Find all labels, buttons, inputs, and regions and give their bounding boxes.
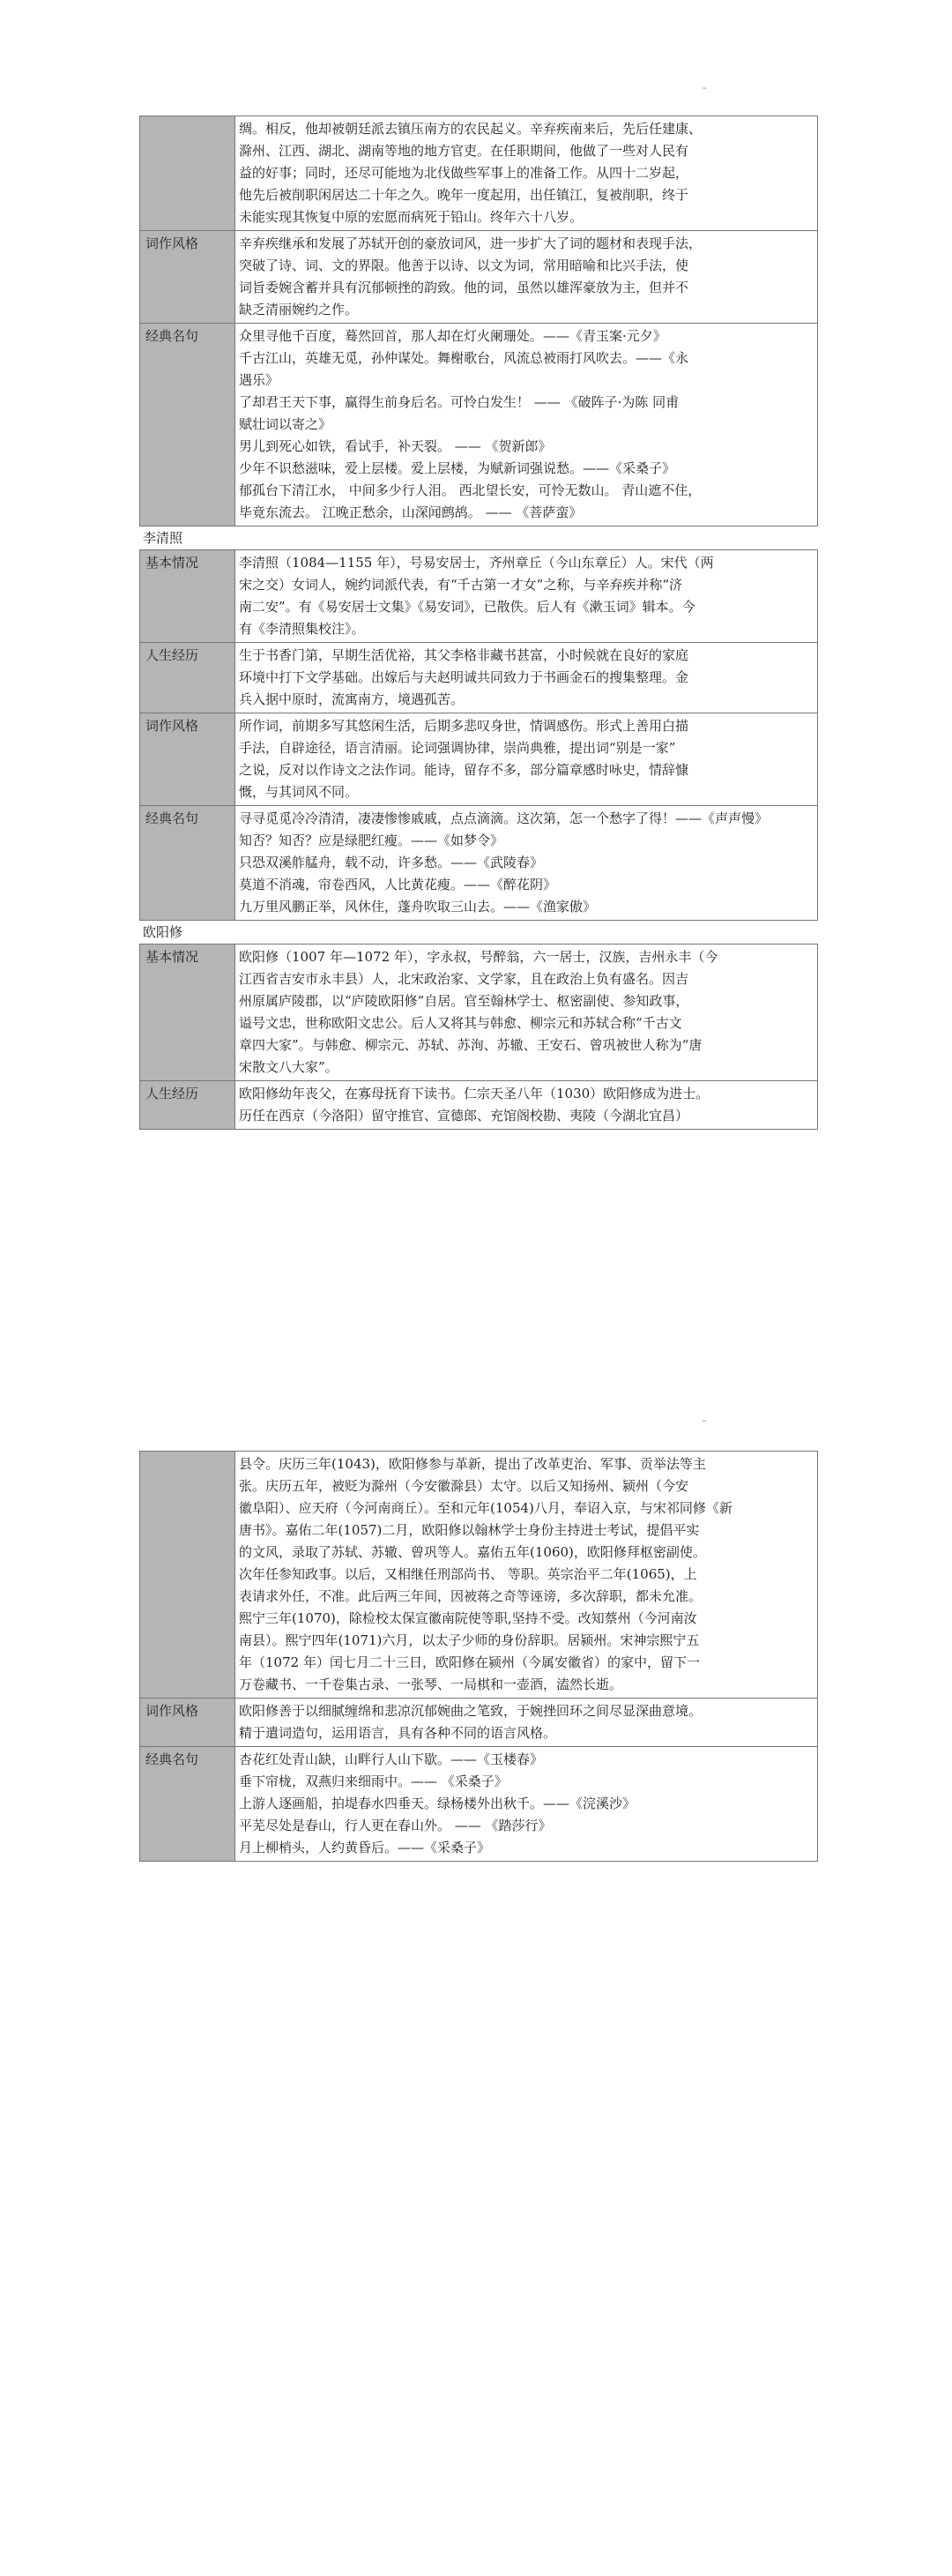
text-line: 南县）。熙宁四年(1071)六月，以太子少师的身份辞职。居颍州。宋神宗熙宁五	[239, 1632, 700, 1648]
row-content	[235, 806, 818, 921]
text-line: 张。庆历五年，被贬为滁州（今安徽滁县）太守。以后又知扬州、颍州（今安	[239, 1478, 689, 1494]
text-line: 毕竟东流去。 江晚正愁余，山深闻鹧鸪。 —— 《菩萨蛮》	[239, 504, 583, 520]
text-line: 月上柳梢头，人约黄昏后。——《采桑子》	[239, 1840, 491, 1855]
text-line: 少年不识愁滋味，爱上层楼。爱上层楼，为赋新词强说愁。——《采桑子》	[239, 460, 676, 476]
row-label	[140, 116, 235, 231]
text-line: 李清照（1084—1155 年），号易安居士，齐州章丘（今山东章丘）人。宋代（两	[239, 555, 714, 571]
section-title-li-qingzhao: 李清照	[143, 530, 183, 546]
row-label: 经典名句	[140, 806, 235, 921]
text-line: 杏花红处青山缺，山畔行人山下歇。——《玉楼春》	[239, 1751, 544, 1767]
text-line: 欧阳修幼年丧父，在寡母抚育下读书。仁宗天圣八年（1030）欧阳修成为进士。	[239, 1086, 710, 1101]
text-line: 千古江山，英雄无觅，孙仲谋处。舞榭歌台，风流总被雨打风吹去。——《永	[239, 350, 689, 366]
ouyang-xiu-table-continued	[139, 1451, 818, 1862]
text-line: 欧阳修善于以细腻缠绵和悲凉沉郁婉曲之笔致，于婉挫回环之间尽显深曲意境。	[239, 1703, 703, 1719]
text-line: 赋壮词以寄之》	[239, 416, 332, 432]
row-content	[235, 231, 818, 324]
ouyang-xiu-table	[139, 944, 818, 1130]
row-content	[235, 713, 818, 806]
text-line: 知否？知否？应是绿肥红瘦。——《如梦令》	[239, 833, 504, 848]
row-content	[235, 1452, 818, 1699]
li-qingzhao-row	[140, 643, 818, 713]
ouyang-xiu-cont-row	[140, 1452, 818, 1699]
ouyang-xiu-cont-row	[140, 1747, 818, 1862]
text-line: 唐书》。嘉佑二年(1057)二月，欧阳修以翰林学士身份主持进士考试，提倡平实	[239, 1522, 700, 1538]
ouyang-xiu-row	[140, 945, 818, 1081]
li-qingzhao-row	[140, 713, 818, 806]
text-line: 年（1072 年）闰七月二十三日，欧阳修在颍州（今属安徽省）的家中，留下一	[239, 1654, 700, 1670]
text-line: 益的好事；同时，还尽可能地为北伐做些军事上的准备工作。从四十二岁起，	[239, 165, 689, 181]
xin-qiji-row	[140, 116, 818, 231]
text-line: 南二安”。有《易安居士文集》《易安词》，已散佚。后人有《漱玉词》辑本。今	[239, 599, 695, 615]
text-line: 缺乏清丽婉约之作。	[239, 302, 359, 317]
row-content	[235, 945, 818, 1081]
text-line: 徽阜阳）、应天府（今河南商丘）。至和元年(1054)八月，奉诏入京，与宋祁同修《新	[239, 1500, 733, 1516]
text-line: 兵入据中原时，流寓南方，境遇孤苦。	[239, 691, 465, 707]
text-line: 环境中打下文学基础。出嫁后与夫赵明诚共同致力于书画金石的搜集整理。金	[239, 669, 689, 685]
xin-qiji-row	[140, 324, 818, 526]
li-qingzhao-row	[140, 550, 818, 643]
text-line: 谥号文忠，世称欧阳文忠公。后人又将其与韩愈、柳宗元和苏轼合称“千古文	[239, 1015, 682, 1031]
row-label: 基本情况	[140, 945, 235, 1081]
row-label: 词作风格	[140, 1699, 235, 1747]
text-line: 万卷藏书、一千卷集古录、一张琴、一局棋和一壶酒，溘然长逝。	[239, 1676, 623, 1692]
row-content	[235, 643, 818, 713]
text-line: 江西省吉安市永丰县）人，北宋政治家、文学家，且在政治上负有盛名。因吉	[239, 971, 689, 987]
text-line: 滁州、江西、湖北、湖南等地的地方官吏。在任职期间，他做了一些对人民有	[239, 143, 689, 159]
text-line: 郁孤台下清江水， 中间多少行人泪。 西北望长安，可怜无数山。 青山遮不住，	[239, 482, 702, 498]
text-line: 辛弃疾继承和发展了苏轼开创的豪放词风，进一步扩大了词的题材和表现手法，	[239, 235, 703, 251]
text-line: 词旨委婉含蓄并具有沉郁顿挫的韵致。他的词，虽然以雄浑豪放为主，但并不	[239, 280, 689, 295]
row-label: 经典名句	[140, 324, 235, 526]
text-line: 垂下帘栊，双燕归来细雨中。—— 《采桑子》	[239, 1773, 508, 1789]
text-line: 众里寻他千百度，蓦然回首，那人却在灯火阑珊处。——《青玉案·元夕》	[239, 328, 666, 344]
text-line: 只恐双溪舴艋舟，载不动，许多愁。——《武陵春》	[239, 855, 544, 870]
page-mark-mid	[703, 1420, 706, 1422]
text-line: 宋之交）女词人，婉约词派代表，有“千古第一才女”之称，与辛弃疾并称“济	[239, 577, 683, 593]
text-line: 绸。相反，他却被朝廷派去镇压南方的农民起义。辛弃疾南来后，先后任建康、	[239, 121, 703, 137]
row-content	[235, 1081, 818, 1130]
text-line: 未能实现其恢复中原的宏愿而病死于铅山。终年六十八岁。	[239, 209, 584, 225]
section-title-ouyang-xiu: 欧阳修	[143, 924, 183, 940]
row-label: 人生经历	[140, 1081, 235, 1130]
text-line: 遇乐》	[239, 372, 279, 388]
row-content	[235, 116, 818, 231]
text-line: 了却君王天下事，赢得生前身后名。可怜白发生！ —— 《破阵子·为陈 同甫	[239, 394, 680, 410]
row-label: 基本情况	[140, 550, 235, 643]
text-line: 欧阳修（1007 年—1072 年），字永叔，号醉翁，六一居士，汉族，吉州永丰（今	[239, 949, 718, 965]
row-label: 经典名句	[140, 1747, 235, 1862]
text-line: 表请求外任，不准。此后两三年间，因被蒋之奇等诬谤，多次辞职，都未允准。	[239, 1588, 703, 1604]
page-1	[139, 116, 818, 1130]
page-mark-top	[703, 87, 706, 89]
text-line: 县令。庆历三年(1043)，欧阳修参与革新，提出了改革吏治、军事、贡举法等主	[239, 1456, 706, 1472]
row-label: 词作风格	[140, 231, 235, 324]
row-label	[140, 1452, 235, 1699]
ouyang-xiu-row	[140, 1081, 818, 1130]
xin-qiji-table	[139, 116, 818, 526]
text-line: 州原属庐陵郡，以“庐陵欧阳修”自居。官至翰林学士、枢密副使、参知政事，	[239, 993, 689, 1009]
xin-qiji-row	[140, 231, 818, 324]
text-line: 上游人逐画船，拍堤春水四垂天。绿杨楼外出秋千。——《浣溪沙》	[239, 1796, 636, 1811]
text-line: 章四大家”。与韩愈、柳宗元、苏轼、苏洵、苏辙、王安石、曾巩被世人称为“唐	[239, 1037, 703, 1053]
row-label: 词作风格	[140, 713, 235, 806]
text-line: 精于遣词造句，运用语言，具有各种不同的语言风格。	[239, 1725, 557, 1741]
text-line: 的文风，录取了苏轼、苏辙、曾巩等人。嘉佑五年(1060)，欧阳修拜枢密副使。	[239, 1544, 706, 1560]
text-line: 突破了诗、词、文的界限。他善于以诗、以文为词，常用暗喻和比兴手法，使	[239, 258, 689, 273]
text-line: 宋散文八大家”。	[239, 1059, 338, 1075]
text-line: 生于书香门第，早期生活优裕，其父李格非藏书甚富，小时候就在良好的家庭	[239, 647, 689, 663]
text-line: 他先后被削职闲居达二十年之久。晚年一度起用，出任镇江，复被削职，终于	[239, 187, 689, 203]
text-line: 九万里风鹏正举，风休住，蓬舟吹取三山去。——《渔家傲》	[239, 899, 597, 915]
page-2	[139, 1451, 818, 1862]
row-content	[235, 324, 818, 526]
text-line: 男儿到死心如铁，看试手，补天裂。 —— 《贺新郎》	[239, 438, 552, 454]
text-line: 熙宁三年(1070)，除检校太保宣徽南院使等职,坚持不受。改知蔡州（今河南汝	[239, 1610, 697, 1626]
li-qingzhao-table	[139, 549, 818, 921]
text-line: 历任在西京（今洛阳）留守推官、宣德郎、充馆阁校勘、夷陵（今湖北宜昌）	[239, 1108, 689, 1124]
text-line: 之说，反对以作诗文之法作词。能诗，留存不多，部分篇章感时咏史，情辞慷	[239, 762, 689, 778]
text-line: 莫道不消魂，帘卷西风，人比黄花瘦。——《醉花阴》	[239, 877, 557, 892]
text-line: 平芜尽处是春山，行人更在春山外。 —— 《踏莎行》	[239, 1818, 552, 1833]
ouyang-xiu-cont-row	[140, 1699, 818, 1747]
row-content	[235, 550, 818, 643]
text-line: 有《李清照集校注》。	[239, 621, 365, 637]
text-line: 所作词，前期多写其悠闲生活，后期多悲叹身世，情调感伤。形式上善用白描	[239, 718, 689, 734]
row-label: 人生经历	[140, 643, 235, 713]
text-line: 慨，与其词风不同。	[239, 784, 359, 800]
text-line: 寻寻觅觅冷冷清清，凄凄惨惨戚戚，点点滴滴。这次第，怎一个愁字了得！——《声声慢》	[239, 810, 769, 826]
text-line: 次年任参知政事。以后，又相继任刑部尚书、 等职。英宗治平二年(1065)，上	[239, 1566, 697, 1582]
text-line: 手法，自辟途径，语言清丽。论词强调协律，崇尚典雅，提出词“别是一家”	[239, 740, 676, 756]
row-content	[235, 1699, 818, 1747]
li-qingzhao-row	[140, 806, 818, 921]
row-content	[235, 1747, 818, 1862]
